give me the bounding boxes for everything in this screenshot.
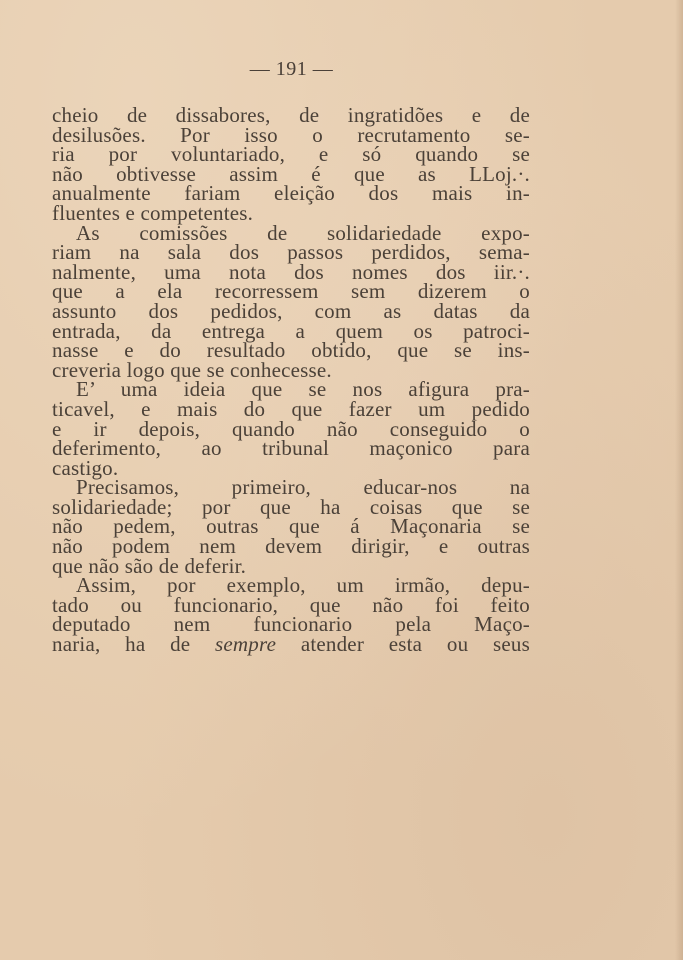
paragraph-start-line: Assim, por exemplo, um irmão, depu- bbox=[76, 573, 530, 598]
text-line: creveria logo que se conhecesse. bbox=[52, 357, 332, 382]
paragraph-start-line: As comissões de solidariedade expo- bbox=[76, 220, 530, 245]
text-line: nasse e do resultado obtido, que se ins- bbox=[52, 338, 530, 363]
text-line: assunto dos pedidos, com as datas da bbox=[52, 298, 530, 323]
text-run: atender esta ou seus bbox=[276, 632, 530, 657]
page-number: — 191 — bbox=[249, 58, 334, 80]
text-run: naria, ha de bbox=[52, 632, 216, 657]
emphasis-text: sempre bbox=[215, 632, 277, 657]
text-line: cheio de dissabores, de ingratidões e de bbox=[52, 103, 530, 127]
text-line: castigo. bbox=[52, 455, 119, 480]
paragraph-start-line: Precisamos, primeiro, educar-nos na bbox=[76, 475, 530, 500]
text-line: solidariedade; por que ha coisas que se bbox=[52, 494, 530, 519]
text-line: deputado nem funcionario pela Maço- bbox=[52, 612, 530, 637]
text-line: entrada, da entrega a quem os patroci- bbox=[52, 318, 530, 343]
text-line: ticavel, e mais do que fazer um pedido bbox=[52, 396, 530, 421]
text-line: deferimento, ao tribunal maçonico para bbox=[52, 436, 530, 461]
text-line: anualmente fariam eleição dos mais in- bbox=[52, 181, 530, 206]
text-line: e ir depois, quando não conseguido o bbox=[52, 416, 530, 441]
text-line: não obtivesse assim é que as LLoj.·. bbox=[52, 161, 530, 186]
text-line: ria por voluntariado, e só quando se bbox=[52, 142, 530, 167]
text-line-with-emphasis bbox=[52, 632, 530, 657]
text-line: que não são de deferir. bbox=[52, 553, 247, 578]
body-text bbox=[52, 103, 530, 657]
text-line: riam na sala dos passos perdidos, sema- bbox=[52, 240, 530, 265]
text-line: fluentes e competentes. bbox=[52, 200, 254, 225]
text-line: que a ela recorressem sem dizerem o bbox=[52, 279, 530, 304]
text-line: tado ou funcionario, que não foi feito bbox=[52, 592, 530, 617]
paragraph-start-line: E’ uma ideia que se nos afigura pra- bbox=[76, 377, 530, 402]
text-line: desilusões. Por isso o recrutamento se- bbox=[52, 122, 530, 147]
text-line: não pedem, outras que á Maçonaria se bbox=[52, 514, 530, 539]
text-line: nalmente, uma nota dos nomes dos iir.·. bbox=[52, 259, 530, 284]
text-line: não podem nem devem dirigir, e outras bbox=[52, 534, 530, 559]
page-edge-shadow bbox=[675, 0, 683, 960]
